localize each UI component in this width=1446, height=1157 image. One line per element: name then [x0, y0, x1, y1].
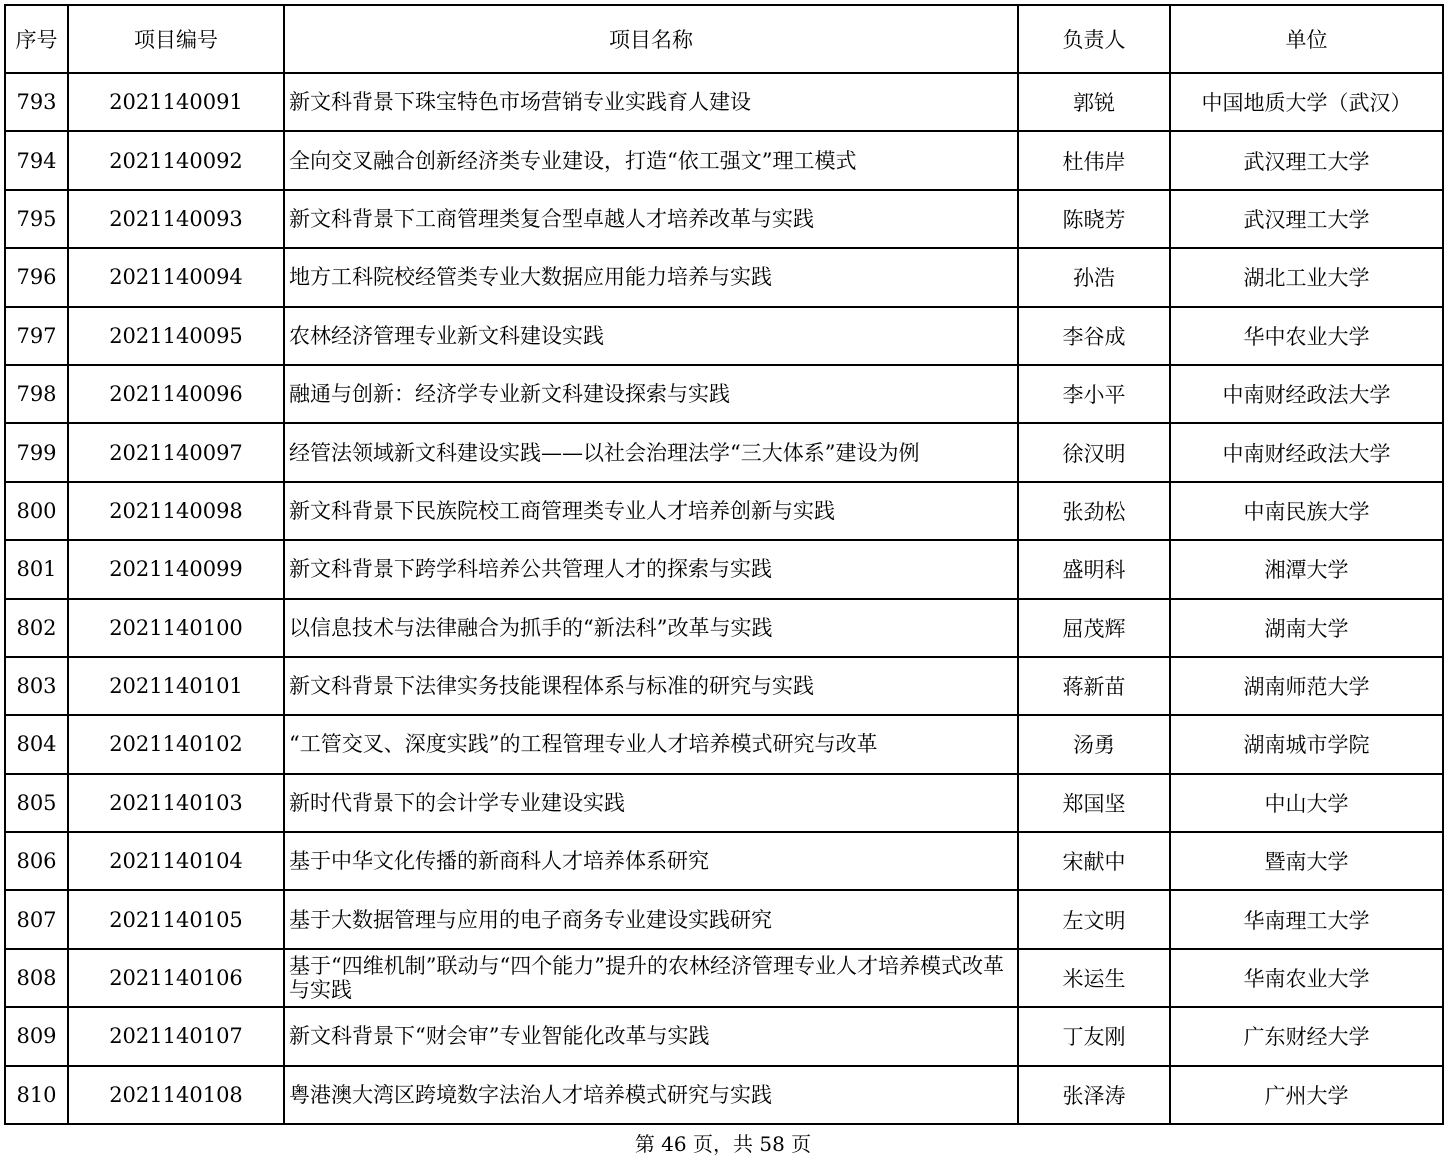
- cell-project-name: 新文科背景下“财会审”专业智能化改革与实践: [284, 1007, 1018, 1065]
- cell-code: 2021140105: [68, 890, 284, 948]
- cell-seq: 803: [5, 657, 68, 715]
- cell-leader: 宋献中: [1018, 832, 1170, 890]
- table-row: [5, 657, 1443, 715]
- table-row: [5, 715, 1443, 773]
- cell-code: 2021140103: [68, 774, 284, 832]
- cell-leader: 孙浩: [1018, 248, 1170, 306]
- cell-leader: 左文明: [1018, 890, 1170, 948]
- cell-code: 2021140108: [68, 1066, 284, 1124]
- table-row: [5, 365, 1443, 423]
- cell-unit: 广东财经大学: [1170, 1007, 1443, 1065]
- header-unit: 单位: [1170, 5, 1443, 73]
- cell-seq: 795: [5, 190, 68, 248]
- cell-project-name: 地方工科院校经管类专业大数据应用能力培养与实践: [284, 248, 1018, 306]
- cell-leader: 陈晓芳: [1018, 190, 1170, 248]
- cell-unit: 湘潭大学: [1170, 540, 1443, 598]
- cell-seq: 794: [5, 131, 68, 189]
- header-leader: 负责人: [1018, 5, 1170, 73]
- cell-project-name: 新文科背景下珠宝特色市场营销专业实践育人建设: [284, 73, 1018, 131]
- cell-leader: 蒋新苗: [1018, 657, 1170, 715]
- table-row: [5, 482, 1443, 540]
- cell-code: 2021140097: [68, 423, 284, 481]
- cell-seq: 808: [5, 949, 68, 1007]
- cell-unit: 湖南师范大学: [1170, 657, 1443, 715]
- cell-project-name: 融通与创新：经济学专业新文科建设探索与实践: [284, 365, 1018, 423]
- cell-code: 2021140106: [68, 949, 284, 1007]
- cell-unit: 武汉理工大学: [1170, 131, 1443, 189]
- header-name: 项目名称: [284, 5, 1018, 73]
- cell-code: 2021140104: [68, 832, 284, 890]
- table-header: [5, 5, 1443, 73]
- cell-leader: 米运生: [1018, 949, 1170, 1007]
- cell-project-name: “工管交叉、深度实践”的工程管理专业人才培养模式研究与改革: [284, 715, 1018, 773]
- cell-leader: 徐汉明: [1018, 423, 1170, 481]
- table-row: [5, 599, 1443, 657]
- page-footer: 第 46 页，共 58 页: [634, 1132, 812, 1156]
- cell-project-name: 新文科背景下工商管理类复合型卓越人才培养改革与实践: [284, 190, 1018, 248]
- cell-leader: 丁友刚: [1018, 1007, 1170, 1065]
- cell-project-name: 新时代背景下的会计学专业建设实践: [284, 774, 1018, 832]
- cell-project-name: 新文科背景下法律实务技能课程体系与标准的研究与实践: [284, 657, 1018, 715]
- cell-code: 2021140091: [68, 73, 284, 131]
- cell-seq: 793: [5, 73, 68, 131]
- cell-unit: 中南财经政法大学: [1170, 365, 1443, 423]
- cell-project-name: 基于大数据管理与应用的电子商务专业建设实践研究: [284, 890, 1018, 948]
- cell-seq: 804: [5, 715, 68, 773]
- cell-leader: 屈茂辉: [1018, 599, 1170, 657]
- table-row: [5, 774, 1443, 832]
- project-table: [4, 4, 1444, 1125]
- cell-leader: 郑国坚: [1018, 774, 1170, 832]
- table-row: [5, 832, 1443, 890]
- cell-seq: 810: [5, 1066, 68, 1124]
- cell-code: 2021140107: [68, 1007, 284, 1065]
- table-body: [5, 73, 1443, 1124]
- cell-seq: 809: [5, 1007, 68, 1065]
- table-row: [5, 248, 1443, 306]
- cell-seq: 802: [5, 599, 68, 657]
- cell-project-name: 农林经济管理专业新文科建设实践: [284, 307, 1018, 365]
- cell-seq: 807: [5, 890, 68, 948]
- cell-leader: 盛明科: [1018, 540, 1170, 598]
- cell-leader: 郭锐: [1018, 73, 1170, 131]
- cell-project-name: 全向交叉融合创新经济类专业建设，打造“依工强文”理工模式: [284, 131, 1018, 189]
- cell-project-name: 基于“四维机制”联动与“四个能力”提升的农林经济管理专业人才培养模式改革与实践: [284, 949, 1018, 1007]
- cell-unit: 华南农业大学: [1170, 949, 1443, 1007]
- cell-unit: 华南理工大学: [1170, 890, 1443, 948]
- cell-unit: 中国地质大学（武汉）: [1170, 73, 1443, 131]
- cell-project-name: 以信息技术与法律融合为抓手的“新法科”改革与实践: [284, 599, 1018, 657]
- cell-code: 2021140101: [68, 657, 284, 715]
- cell-seq: 801: [5, 540, 68, 598]
- cell-seq: 796: [5, 248, 68, 306]
- cell-seq: 800: [5, 482, 68, 540]
- cell-unit: 中南民族大学: [1170, 482, 1443, 540]
- cell-code: 2021140092: [68, 131, 284, 189]
- cell-seq: 799: [5, 423, 68, 481]
- cell-seq: 806: [5, 832, 68, 890]
- cell-leader: 李谷成: [1018, 307, 1170, 365]
- cell-code: 2021140102: [68, 715, 284, 773]
- cell-unit: 武汉理工大学: [1170, 190, 1443, 248]
- cell-unit: 湖南大学: [1170, 599, 1443, 657]
- cell-unit: 中南财经政法大学: [1170, 423, 1443, 481]
- table-row: [5, 540, 1443, 598]
- cell-unit: 华中农业大学: [1170, 307, 1443, 365]
- cell-code: 2021140098: [68, 482, 284, 540]
- cell-seq: 805: [5, 774, 68, 832]
- cell-project-name: 新文科背景下民族院校工商管理类专业人才培养创新与实践: [284, 482, 1018, 540]
- cell-code: 2021140095: [68, 307, 284, 365]
- cell-code: 2021140094: [68, 248, 284, 306]
- cell-project-name: 经管法领域新文科建设实践——以社会治理法学“三大体系”建设为例: [284, 423, 1018, 481]
- cell-leader: 张劲松: [1018, 482, 1170, 540]
- cell-unit: 湖北工业大学: [1170, 248, 1443, 306]
- table-row: [5, 949, 1443, 1007]
- header-code: 项目编号: [68, 5, 284, 73]
- cell-code: 2021140100: [68, 599, 284, 657]
- cell-leader: 汤勇: [1018, 715, 1170, 773]
- header-seq: 序号: [5, 5, 68, 73]
- cell-unit: 湖南城市学院: [1170, 715, 1443, 773]
- cell-seq: 797: [5, 307, 68, 365]
- cell-leader: 李小平: [1018, 365, 1170, 423]
- cell-code: 2021140093: [68, 190, 284, 248]
- table-row: [5, 423, 1443, 481]
- cell-unit: 中山大学: [1170, 774, 1443, 832]
- header-row: [5, 5, 1443, 73]
- table-row: [5, 890, 1443, 948]
- cell-code: 2021140099: [68, 540, 284, 598]
- table-row: [5, 307, 1443, 365]
- table-row: [5, 131, 1443, 189]
- table-row: [5, 73, 1443, 131]
- cell-unit: 广州大学: [1170, 1066, 1443, 1124]
- table-row: [5, 1066, 1443, 1124]
- table-row: [5, 190, 1443, 248]
- cell-leader: 张泽涛: [1018, 1066, 1170, 1124]
- cell-project-name: 基于中华文化传播的新商科人才培养体系研究: [284, 832, 1018, 890]
- cell-code: 2021140096: [68, 365, 284, 423]
- cell-project-name: 粤港澳大湾区跨境数字法治人才培养模式研究与实践: [284, 1066, 1018, 1124]
- cell-leader: 杜伟岸: [1018, 131, 1170, 189]
- cell-seq: 798: [5, 365, 68, 423]
- cell-project-name: 新文科背景下跨学科培养公共管理人才的探索与实践: [284, 540, 1018, 598]
- cell-unit: 暨南大学: [1170, 832, 1443, 890]
- table-row: [5, 1007, 1443, 1065]
